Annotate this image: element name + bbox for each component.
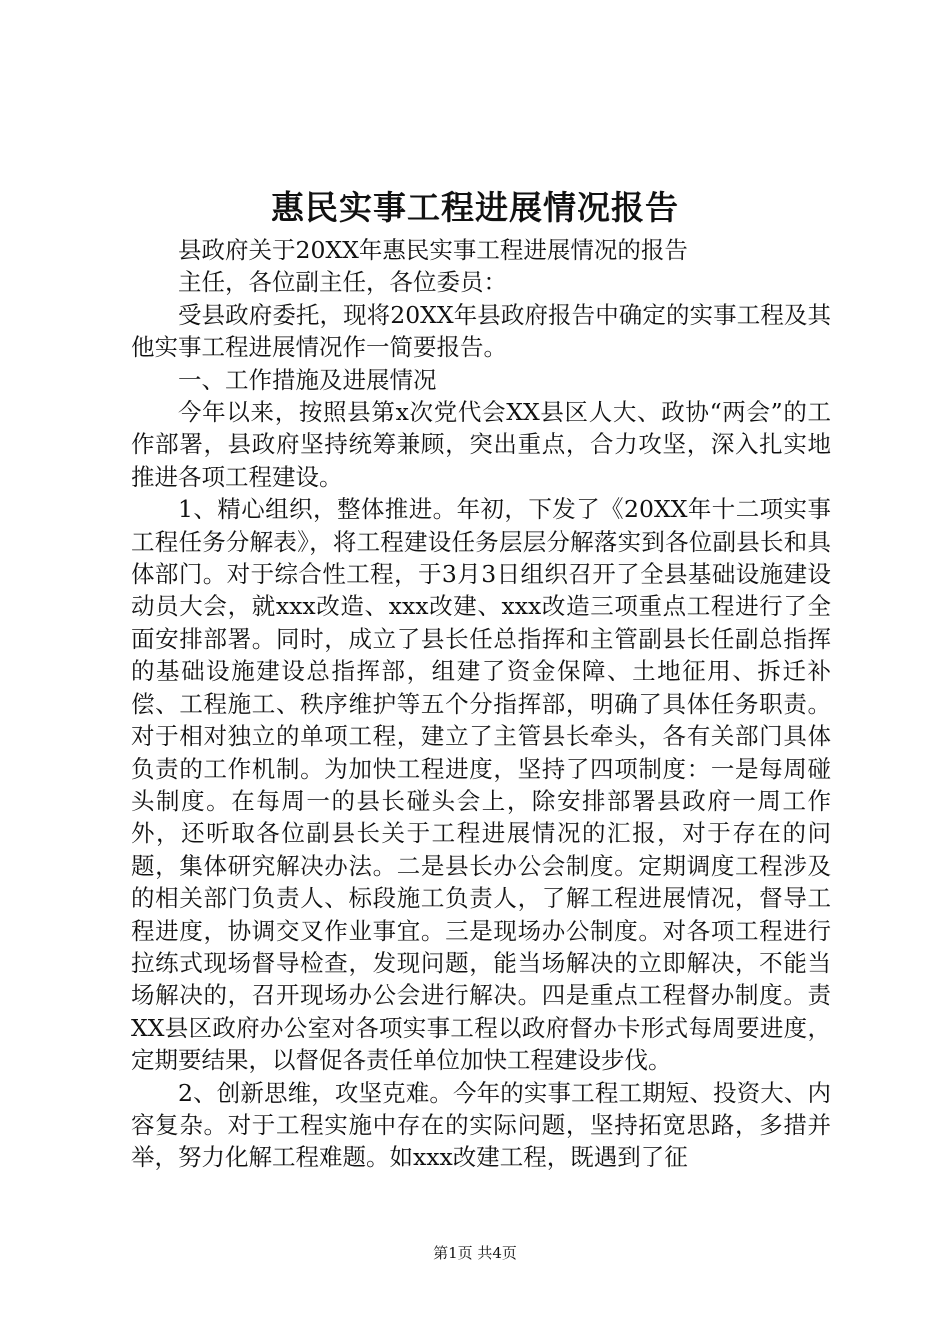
salutation-paragraph: 主任，各位副主任，各位委员：	[178, 268, 507, 297]
intro-paragraph: 受县政府委托，现将20XX年县政府报告中确定的实事工程及其他实事工程进展情况作一简要报告。	[131, 300, 831, 362]
overview-paragraph: 今年以来，按照县第x次党代会XX县区人大、政协“两会”的工作部署，县政府坚持统筹兼顾，突出重点，合力攻坚，深入扎实地推进各项工程建设。	[131, 398, 831, 491]
point-1-paragraph: 1、精心组织，整体推进。年初，下发了《20XX年十二项实事工程任务分解表》，将工程建设任务层层分解落实到各位副县长和具体部门。对于综合性工程，于3月3日组织召开了全县基础设施建设动员大会，就xxx改造、xxx改建、xxx改造三项重点工程进行了全面安排部署。同时，成立了县长任总指挥和主管副县长任副总指挥的基础设施建设总指挥部，组建了资金保障、土地征用、拆迁补偿、工程施工、秩序维护等五个分指挥部，明确了具体任务职责。对于相对独立的单项工程，建立了主管县长牵头，各有关部门具体负责的工作机制。为加快工程进度，坚持了四项制度：一是每周碰头制度。在每周一的县长碰头会上，除安排部署县政府一周工作外，还听取各位副县长关于工程进展情况的汇报，对于存在的问题，集体研究解决办法。二是县长办公会制度。定期调度工程涉及的相关部门负责人、标段施工负责人，了解工程进展情况，督导工程进度，协调交叉作业事宜。三是现场办公制度。对各项工程进行拉练式现场督导检查，发现问题，能当场解决的立即解决，不能当场解决的，召开现场办公会进行解决。四是重点工程督办制度。责XX县区政府办公室对各项实事工程以政府督办卡形式每周要进度，定期要结果，以督促各责任单位加快工程建设步伐。	[131, 495, 831, 1075]
report-heading-paragraph: 县政府关于20XX年惠民实事工程进展情况的报告	[178, 236, 688, 264]
document-body	[131, 234, 831, 1174]
document-title: 惠民实事工程进展情况报告	[271, 188, 679, 227]
point-2-paragraph: 2、创新思维，攻坚克难。今年的实事工程工期短、投资大、内容复杂。对于工程实施中存在的实际问题，坚持拓宽思路，多措并举，努力化解工程难题。如xxx改建工程，既遇到了征	[131, 1078, 831, 1172]
page-number-footer: 第1页 共4页	[433, 1244, 517, 1262]
section-heading: 一、工作措施及进展情况	[178, 365, 437, 394]
